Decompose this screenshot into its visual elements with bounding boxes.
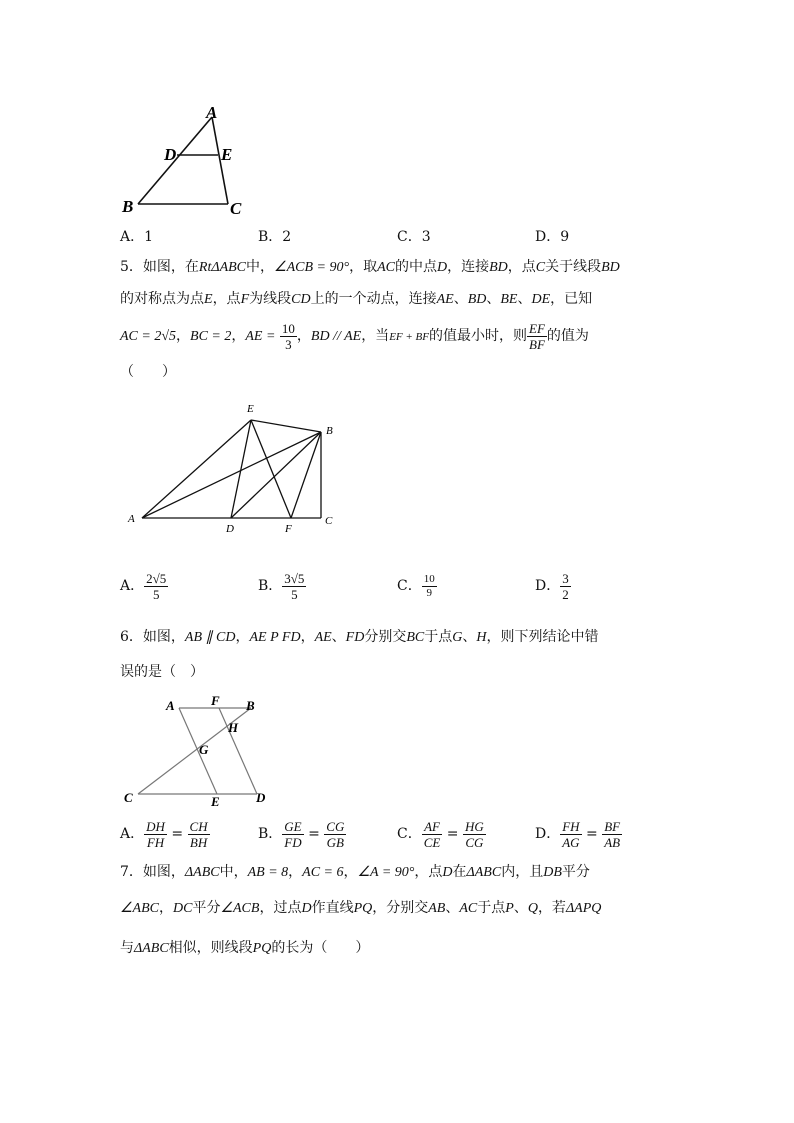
q6-label-g: G <box>199 742 209 757</box>
label-a: A <box>206 103 218 122</box>
q6-option-a[interactable]: A． $\frac{DH}{FH}$ = $\frac{CH}{BH}$ <box>120 818 208 850</box>
q4-option-d[interactable]: D．9 <box>535 229 570 245</box>
q5-label-c: C <box>325 515 333 527</box>
q5-label-d: D <box>226 523 234 535</box>
figure-q5 <box>120 398 350 538</box>
q5-label-b: B <box>326 425 333 437</box>
q5-option-a[interactable]: A． $\frac{2√5}{5}$ <box>120 570 167 602</box>
q6-label-c: C <box>124 790 133 805</box>
q7-line-2: ∠ABC，DC平分∠ACB，过点D作直线PQ，分别交AB、AC于点P、Q，若ΔAPQ <box>120 900 602 916</box>
q5-label-f: F <box>285 523 292 535</box>
q6-option-b[interactable]: B． $\frac{GE}{FD}$ = $\frac{CG}{GB}$ <box>258 818 345 850</box>
q5-line-1: 5．如图，在RtΔABC中，∠ACB = 90°，取AC的中点D，连接BD，点C关于线段BD <box>120 259 620 275</box>
q5-line-2: 的对称点为点E，点F为线段CD上的一个动点，连接AE、BD、BE、DE，已知 <box>120 291 593 307</box>
q5-ae-fraction: $\frac{10}{3}$ <box>281 320 295 352</box>
q6-line-1: 6．如图，AB ∥ CD，AE P FD，AE、FD分别交BC于点G、H，则下列结论中错 <box>120 629 599 645</box>
q6-option-d[interactable]: D． $\frac{FH}{AG}$ = $\frac{BF}{AB}$ <box>535 818 621 850</box>
q6-label-a: A <box>166 698 175 713</box>
label-e: E <box>221 145 233 164</box>
q7-line-3: 与ΔABC相似，则线段PQ的长为（ ） <box>120 940 370 956</box>
q5-label-a: A <box>128 513 135 525</box>
q4-option-b[interactable]: B．2 <box>258 229 292 245</box>
q6-label-e: E <box>211 794 220 809</box>
figure-triangle-de <box>110 100 260 220</box>
q5-line-3: AC = 2√5，BC = 2，AE = $\frac{10}{3}$ ，BD // AE，当EF + BF的值最小时，则 $\frac{EF}{BF}$ 的值为 <box>120 320 589 352</box>
q4-option-a[interactable]: A．1 <box>120 229 154 245</box>
q6-label-h: H <box>228 720 239 735</box>
label-b: B <box>122 197 134 216</box>
q7-line-1: 7．如图，ΔABC中，AB = 8，AC = 6，∠A = 90°，点D在ΔABC内，且DB平分 <box>120 864 590 880</box>
q5-answer-paren: （ ） <box>120 364 176 380</box>
q5-ratio-fraction: $\frac{EF}{BF}$ <box>529 320 545 352</box>
q6-label-d: D <box>256 790 266 805</box>
q6-line-2: 误的是（ ） <box>120 664 204 680</box>
q6-label-b: B <box>246 698 255 713</box>
q5-label-e: E <box>247 403 254 415</box>
label-d: D <box>164 145 177 164</box>
q5-option-c[interactable]: C． $\frac{10}{9}$ <box>397 572 435 599</box>
q6-label-f: F <box>211 693 220 708</box>
q4-option-c[interactable]: C．3 <box>397 229 431 245</box>
q6-option-c[interactable]: C． $\frac{AF}{CE}$ = $\frac{HG}{CG}$ <box>397 818 484 850</box>
q5-option-b[interactable]: B． $\frac{3√5}{5}$ <box>258 570 305 602</box>
figure-q6 <box>118 690 278 812</box>
q5-option-d[interactable]: D． $\frac{3}{2}$ <box>535 570 569 602</box>
label-c: C <box>230 199 242 218</box>
